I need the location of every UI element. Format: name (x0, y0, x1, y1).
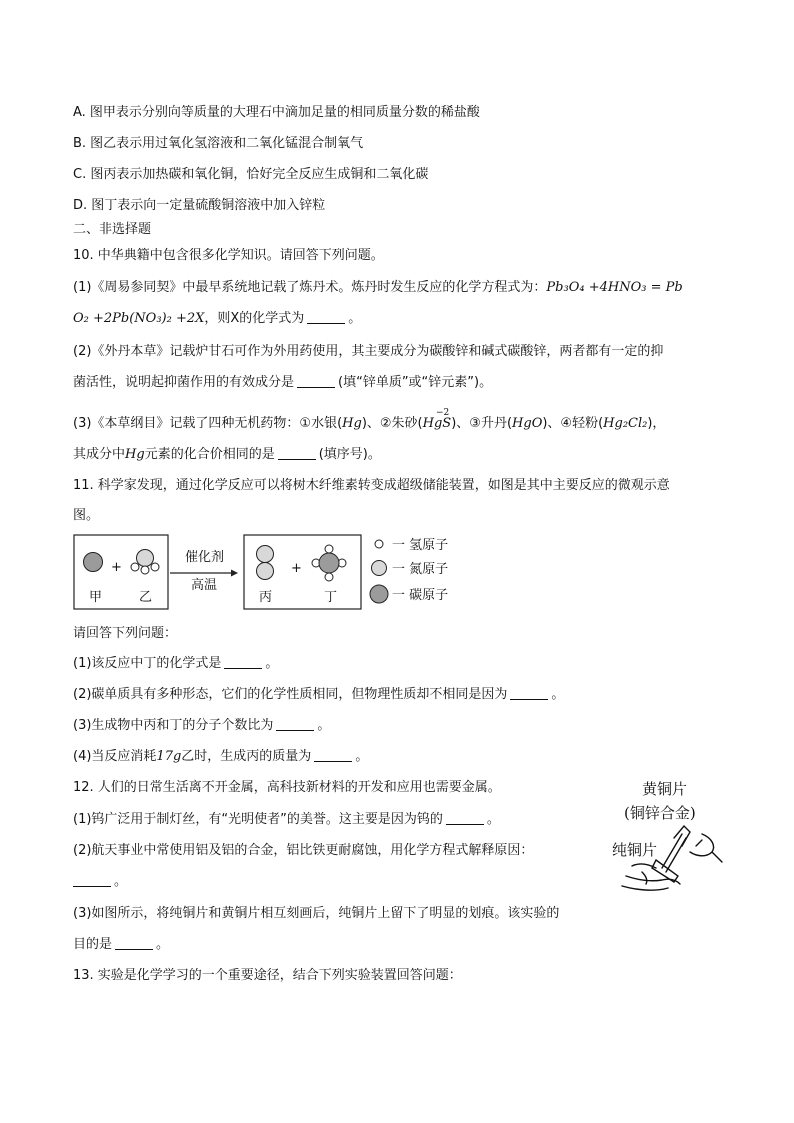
plus-sign: + (111, 560, 122, 575)
answer-blank (307, 311, 345, 324)
legend-carbon-icon (370, 585, 388, 603)
q10-part2-line2: 菌活性，说明起抑菌作用的有效成分是 (填“锌单质”或“锌元素”)。 (73, 375, 493, 390)
q12-a3-line1: (3)如图所示，将纯铜片和黄铜片相互刻画后，纯铜片上留下了明显的划痕。该实验的 (73, 906, 560, 921)
answer-blank (115, 937, 153, 950)
copper-label: 纯铜片 (612, 841, 658, 859)
section-heading: 二、非选择题 (73, 222, 152, 237)
q12-a3-line2: 目的是 。 (73, 937, 170, 952)
hydrogen-atom (131, 563, 139, 571)
reaction-diagram (73, 530, 463, 612)
q13-stem: 13. 实验是化学学习的一个重要途径，结合下列实验装置回答问题： (73, 968, 462, 983)
q10-stem: 10. 中华典籍中包含很多化学知识。请回答下列问题。 (73, 248, 384, 263)
option-d: D. 图丁表示向一定量硫酸铜溶液中加入锌粒 (73, 198, 326, 213)
answer-blank (314, 749, 352, 762)
q12-stem: 12. 人们的日常生活离不开金属，高科技新材料的开发和应用也需要金属。 (73, 780, 501, 795)
answer-blank (510, 687, 548, 700)
q11-a1: (1)该反应中丁的化学式是 。 (73, 656, 279, 671)
brass-label: 黄铜片 (642, 780, 688, 798)
nitrogen-atom-yi (137, 550, 154, 567)
q10-part1-line1 (73, 279, 683, 297)
q10-part1-text: (1)《周易参同契》中最早系统地记载了炼丹术。炼丹时发生反应的化学方程式为： (73, 280, 547, 295)
hydrogen-atom (151, 563, 159, 571)
q12-a2: (2)航天事业中常使用铝及铝的合金，铝比铁更耐腐蚀，用化学方程式解释原因： (73, 843, 534, 858)
plus-sign: + (291, 561, 302, 576)
q11-stem-line1: 11. 科学家发现，通过化学反应可以将树木纤维素转变成超级储能装置，如图是其中主要反应的微观示意 (73, 478, 670, 493)
q11-ask: 请回答下列问题： (73, 626, 178, 641)
legend-hydrogen-label: 一 氢原子 (392, 538, 449, 553)
answer-blank (224, 656, 262, 669)
q11-a3: (3)生成物中丙和丁的分子个数比为 。 (73, 718, 331, 733)
q12-a1: (1)钨广泛用于制灯丝，有“光明使者”的美誉。这主要是因为钨的 。 (73, 812, 500, 827)
option-a: A. 图甲表示分别向等质量的大理石中滴加足量的相同质量分数的稀盐酸 (73, 105, 480, 120)
q10-part3-line2: 其成分中Hg元素的化合价相同的是 (填序号)。 (73, 447, 381, 462)
arrowhead (231, 570, 238, 577)
hydrogen-atom (325, 573, 333, 581)
option-c: C. 图丙表示加热碳和氧化铜，恰好完全反应生成铜和二氧化碳 (73, 167, 429, 182)
answer-blank (297, 375, 335, 388)
brass-scratch-figure (612, 776, 724, 896)
carbon-atom-ding (319, 553, 339, 573)
valence-label: −2 (435, 408, 450, 418)
legend-nitrogen-label: 一 氮原子 (392, 562, 449, 577)
answer-blank (73, 874, 111, 887)
hydrogen-atom (325, 545, 333, 553)
legend-nitrogen-icon (372, 561, 387, 576)
q10-part1-line2: O₂ +2Pb(NO₃)₂ +2X，则X的化学式为 。 (73, 311, 362, 326)
q12-a2-answer: 。 (73, 873, 127, 891)
q10-equation-part2: O₂ +2Pb(NO₃)₂ +2X (73, 311, 205, 326)
answer-blank (278, 447, 316, 460)
q10-part2-line1: (2)《外丹本草》记载炉甘石可作为外用药使用，其主要成分为碳酸锌和碱式碳酸锌，两者都有一定的抑 (73, 344, 664, 359)
hydrogen-atom (141, 566, 149, 574)
legend-carbon-label: 一 碳原子 (392, 588, 449, 603)
answer-blank (276, 718, 314, 731)
temperature-label: 高温 (191, 578, 218, 593)
alloy-label: (铜锌合金) (624, 804, 696, 822)
q10-part3-line1: (3)《本草纲目》记载了四种无机药物：①水银(Hg)、②朱砂( −2 HgS)、③升丹(HgO)、④轻粉(Hg₂Cl₂)， (73, 415, 665, 433)
nitrogen-atom-bing (257, 563, 274, 580)
hgs-formula: −2 HgS (423, 415, 452, 433)
label-yi: 乙 (139, 590, 153, 605)
q10-part1-question: ，则X的化学式为 (204, 311, 305, 326)
q10-equation-part1: Pb₃O₄ +4HNO₃ = Pb (546, 280, 683, 295)
label-ding: 丁 (324, 590, 338, 605)
label-jia: 甲 (89, 590, 103, 605)
carbon-atom-jia (84, 553, 103, 572)
q11-a2: (2)碳单质具有多种形态，它们的化学性质相同，但物理性质却不相同是因为 。 (73, 687, 565, 702)
q11-stem-line2: 图。 (73, 508, 100, 523)
q11-a4: (4)当反应消耗17g乙时，生成丙的质量为 。 (73, 749, 369, 764)
option-b: B. 图乙表示用过氧化氢溶液和二氧化锰混合制氧气 (73, 136, 364, 151)
label-bing: 丙 (259, 590, 273, 605)
catalyst-label: 催化剂 (185, 550, 225, 565)
nitrogen-atom-bing (257, 546, 274, 563)
answer-blank (446, 812, 484, 825)
legend-hydrogen-icon (375, 540, 383, 548)
